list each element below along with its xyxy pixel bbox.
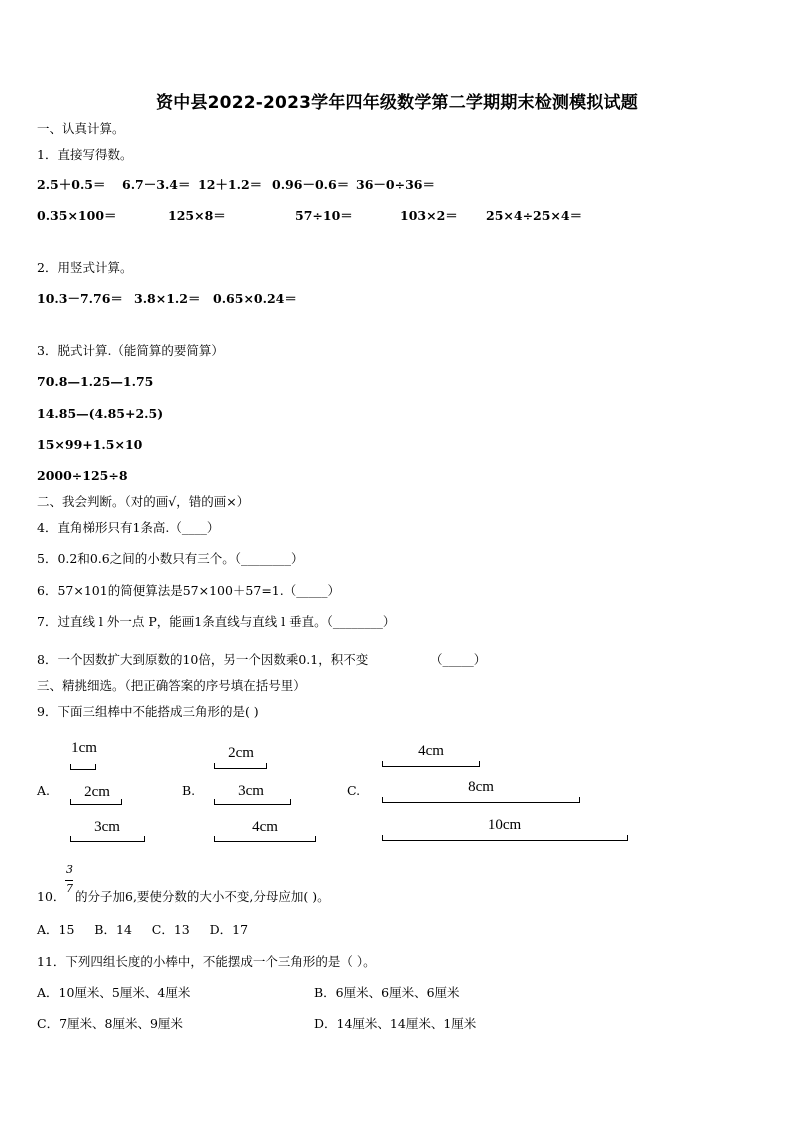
q2-item: 0.65×0.24＝ [213,291,297,306]
section-heading-2: 二、我会判断。（对的画√，错的画×） [37,494,250,509]
question-10-options: A．15 B．14 C．13 D．17 [37,922,249,937]
question-7: 7．过直线 l 外一点 P，能画1条直线与直线 l 垂直。（________） [37,614,396,629]
q1-item: 6.7－3.4＝ [122,177,191,192]
question-10-number: 10． [37,889,66,904]
question-5: 5．0.2和0.6之间的小数只有三个。（________） [37,551,304,566]
stick-b3 [214,836,316,842]
q1-item: 125×8＝ [168,208,226,223]
question-1-prompt: 1．直接写得数。 [37,147,133,162]
section-heading-3: 三、精挑细选。（把正确答案的序号填在括号里） [37,678,306,693]
stick-label: 2cm [228,745,254,761]
stick-c2 [382,797,580,803]
stick-b2 [214,799,291,805]
q3-item: 70.8—1.25—1.75 [37,374,154,389]
q1-item: 57÷10＝ [295,208,353,223]
question-3-prompt: 3．脱式计算.（能简算的要简算） [37,343,224,358]
stick-label: 4cm [418,743,444,759]
stick-c3 [382,835,628,841]
question-11-option-b: B．6厘米、6厘米、6厘米 [314,985,460,1000]
q1-item: 25×4÷25×4＝ [486,208,583,223]
stick-c1 [382,761,480,767]
page-title: 资中县2022-2023学年四年级数学第二学期期末检测模拟试题 [156,93,638,113]
q3-item: 2000÷125÷8 [37,468,128,483]
stick-label: 3cm [238,783,264,799]
fraction-denominator: 7 [66,882,73,895]
question-11-option-c: C．7厘米、8厘米、9厘米 [37,1016,183,1031]
stick-a3 [70,836,145,842]
option-b-label: B. [182,783,196,798]
question-11-option-d: D．14厘米、14厘米、1厘米 [314,1016,477,1031]
question-10-prompt: 的分子加6,要使分数的大小不变,分母应加( )。 [75,889,330,904]
stick-label: 4cm [252,819,278,835]
stick-a2 [70,799,122,805]
stick-b1 [214,763,267,769]
question-4: 4．直角梯形只有1条高.（____） [37,520,220,535]
q1-item: 0.35×100＝ [37,208,117,223]
q1-item: 36－0÷36＝ [356,177,435,192]
question-9-prompt: 9．下面三组棒中不能搭成三角形的是( ) [37,704,259,719]
option-c-label: C. [347,783,361,798]
q2-item: 3.8×1.2＝ [134,291,201,306]
fraction-numerator: 3 [66,863,73,876]
question-2-prompt: 2．用竖式计算。 [37,260,133,275]
stick-label: 8cm [468,779,494,795]
stick-label: 3cm [94,819,120,835]
q1-item: 0.96－0.6＝ [272,177,350,192]
q3-item: 15×99+1.5×10 [37,437,143,452]
stick-label: 10cm [487,817,522,833]
q1-item: 2.5＋0.5＝ [37,177,106,192]
question-6: 6．57×101的简便算法是57×100＋57=1.（_____） [37,583,340,598]
q3-item: 14.85—(4.85+2.5) [37,406,164,421]
q1-item: 12＋1.2＝ [198,177,263,192]
stick-label: 1cm [71,740,97,756]
stick-label: 2cm [84,784,110,800]
question-11-prompt: 11．下列四组长度的小棒中，不能摆成一个三角形的是（ ）。 [37,954,376,969]
question-8: 8．一个因数扩大到原数的10倍，另一个因数乘0.1，积不变 [37,652,369,667]
option-a-label: A. [37,783,51,798]
q2-item: 10.3－7.76＝ [37,291,123,306]
q1-item: 103×2＝ [400,208,458,223]
question-8-blank: （_____） [430,652,487,667]
section-heading-1: 一、认真计算。 [37,121,125,136]
fraction-bar [65,880,73,881]
question-11-option-a: A．10厘米、5厘米、4厘米 [37,985,191,1000]
stick-a1 [70,764,96,770]
